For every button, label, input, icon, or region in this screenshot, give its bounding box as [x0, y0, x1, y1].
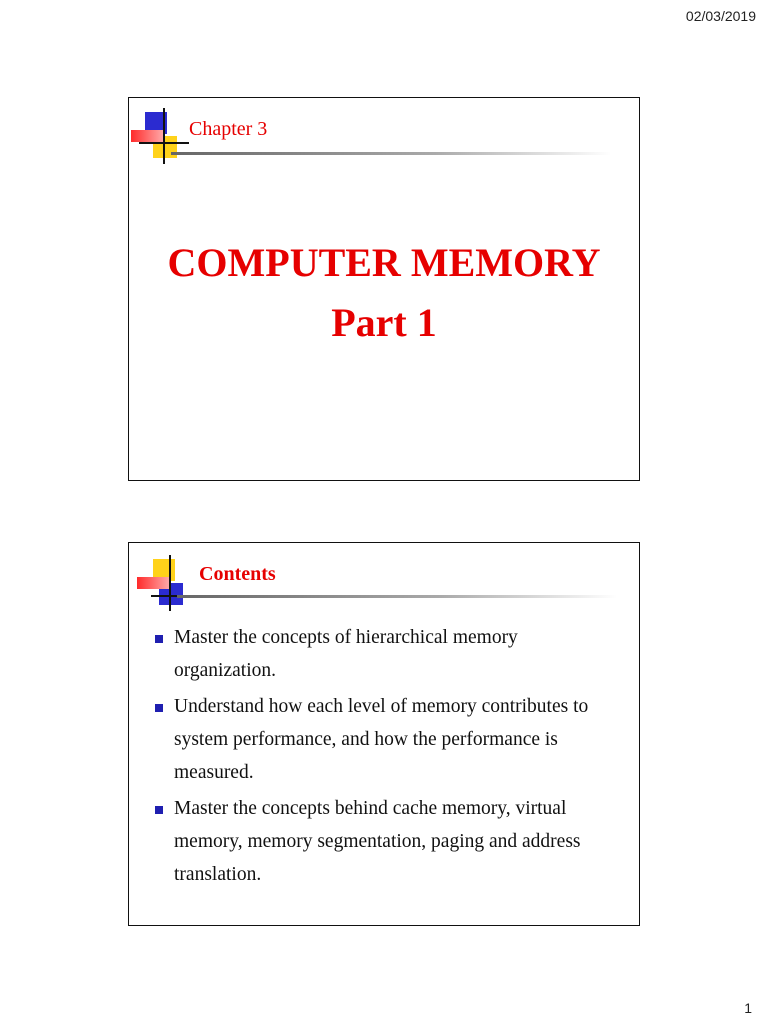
contents-heading: Contents — [199, 563, 276, 585]
title-underline — [177, 595, 617, 598]
slide-logo-decoration-icon — [131, 108, 191, 178]
page-number: 1 — [744, 1000, 752, 1016]
bullet-square-icon — [155, 635, 163, 643]
chapter-label: Chapter 3 — [189, 118, 268, 140]
main-title-line-1: COMPUTER MEMORY — [167, 240, 601, 285]
main-title-line-2: Part 1 — [331, 300, 437, 345]
title-underline — [171, 152, 611, 155]
slide-contents — [128, 542, 640, 926]
slide-logo-decoration-icon — [137, 555, 197, 625]
bullet-square-icon — [155, 704, 163, 712]
contents-list — [155, 621, 615, 894]
list-item: Master the concepts of hierarchical memory organization. — [155, 621, 615, 687]
list-item: Understand how each level of memory contributes to system performance, and how the performance is measured. — [155, 690, 615, 789]
slide-main-title — [129, 234, 639, 352]
bullet-square-icon — [155, 806, 163, 814]
page-date: 02/03/2019 — [685, 8, 756, 24]
list-item: Master the concepts behind cache memory, virtual memory, memory segmentation, paging and address translation. — [155, 792, 615, 891]
slide-title-page — [128, 97, 640, 481]
